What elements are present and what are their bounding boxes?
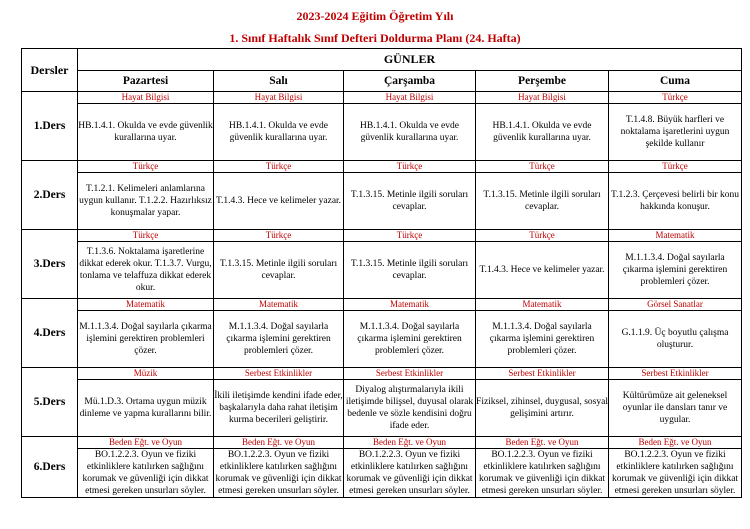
subject-label: Türkçe <box>344 230 476 242</box>
objective-text: M.1.1.3.4. Doğal sayılarla çıkarma işlemini gerektiren problemleri çözer. <box>344 311 476 368</box>
subject-label: Türkçe <box>214 230 344 242</box>
subject-label: Serbest Etkinlikler <box>609 368 742 380</box>
objective-text: İkili iletişimde kendini ifade eder, başkalarıyla daha rahat iletişim kurma becerileri geliştirir. <box>214 380 344 437</box>
subject-label: Türkçe <box>476 230 609 242</box>
objective-text: G.1.1.9. Üç boyutlu çalışma oluşturur. <box>609 311 742 368</box>
lesson-2-content-row <box>22 173 742 230</box>
lesson-3-content-row <box>22 242 742 299</box>
objective-text: T.1.4.8. Büyük harfleri ve noktalama işaretlerini uygun şekilde kullanır <box>609 104 742 161</box>
weekly-plan-table <box>21 48 742 498</box>
lesson-5-subject-row <box>22 368 742 380</box>
document-title: 2023-2024 Eğitim Öğretim Yılı <box>296 9 454 23</box>
objective-text: BO.1.2.2.3. Oyun ve fiziki etkinliklere katılırken sağlığını korumak ve güvenliği için dikkat etmesi gereken unsurları söyler. <box>215 450 342 496</box>
objective-text: HB.1.4.1. Okulda ve evde güvenlik kurallarına uyar. <box>344 104 476 161</box>
document-subtitle: 1. Sınıf Haftalık Sınıf Defteri Doldurma Planı (24. Hafta) <box>229 31 521 45</box>
subject-label: Türkçe <box>476 161 609 173</box>
lesson-1-content-row <box>22 104 742 161</box>
objective-text: BO.1.2.2.3. Oyun ve fiziki etkinliklere katılırken sağlığını korumak ve güvenliği için dikkat etmesi gereken unsurları söyler. <box>344 449 476 498</box>
lesson-label: 5.Ders <box>22 368 78 437</box>
lesson-label: 2.Ders <box>22 161 78 230</box>
day-header-monday: Pazartesi <box>78 71 214 92</box>
lesson-4-content-row <box>22 311 742 368</box>
objective-text: M.1.1.3.4. Doğal sayılarla çıkarma işlemini gerektiren problemleri çözer. <box>214 311 344 368</box>
subject-label: Hayat Bilgisi <box>78 92 214 104</box>
objective-text: HB.1.4.1. Okulda ve evde güvenlik kurallarına uyar. <box>214 104 344 161</box>
subject-label: Matematik <box>609 230 742 242</box>
subject-label: Beden Eğt. ve Oyun <box>609 437 742 449</box>
lesson-label: 3.Ders <box>22 230 78 299</box>
objective-text: HB.1.4.1. Okulda ve evde güvenlik kurallarına uyar. <box>78 104 214 161</box>
objective-text: Diyalog alıştırmalarıyla ikili iletişimde bilişsel, duyusal olarak bedenle ve sözle kendisini doğru ifade eder. <box>344 380 476 437</box>
objective-text: T.1.3.6. Noktalama işaretlerine dikkat ederek okur. T.1.3.7. Vurgu, tonlama ve telaffuza dikkat ederek okur. <box>78 242 214 299</box>
objective-text: T.1.3.15. Metinle ilgili soruları cevaplar. <box>344 173 476 230</box>
objective-text: M.1.1.3.4. Doğal sayılarla çıkarma işlemini gerektiren problemleri çözer. <box>609 242 742 299</box>
subject-label: Görsel Sanatlar <box>609 299 742 311</box>
lesson-label: 1.Ders <box>22 92 78 161</box>
subject-label: Türkçe <box>344 161 476 173</box>
objective-text: M.1.1.3.4. Doğal sayılarla çıkarma işlemini gerektiren problemleri çözer. <box>78 311 214 368</box>
subject-label: Müzik <box>78 368 214 380</box>
subject-label: Beden Eğt. ve Oyun <box>214 437 344 449</box>
lesson-6-content-row <box>22 449 742 498</box>
subject-label: Serbest Etkinlikler <box>214 368 344 380</box>
lesson-label: 6.Ders <box>22 437 78 498</box>
dersler-header: Dersler <box>22 49 78 92</box>
subject-label: Beden Eğt. ve Oyun <box>476 437 609 449</box>
objective-text: T.1.3.15. Metinle ilgili soruları cevaplar. <box>214 242 344 299</box>
subject-label: Türkçe <box>214 161 344 173</box>
subject-label: Serbest Etkinlikler <box>344 368 476 380</box>
objective-text: T.1.3.15. Metinle ilgili soruları cevaplar. <box>476 173 609 230</box>
subject-label: Beden Eğt. ve Oyun <box>78 437 214 449</box>
objective-text: T.1.4.3. Hece ve kelimeler yazar. <box>476 242 609 299</box>
objective-text: BO.1.2.2.3. Oyun ve fiziki etkinliklere katılırken sağlığını korumak ve güvenliği için dikkat etmesi gereken unsurları söyler. <box>476 449 609 498</box>
objective-text: Kültürümüze ait geleneksel oyunlar ile dansları tanır ve uygular. <box>609 380 742 437</box>
day-header-wednesday: Çarşamba <box>344 71 476 92</box>
lesson-3-subject-row <box>22 230 742 242</box>
subject-label: Matematik <box>214 299 344 311</box>
objective-text: M.1.1.3.4. Doğal sayılarla çıkarma işlemini gerektiren problemleri çözer. <box>476 311 609 368</box>
subject-label: Serbest Etkinlikler <box>476 368 609 380</box>
objective-text: HB.1.4.1. Okulda ve evde güvenlik kurallarına uyar. <box>476 104 609 161</box>
objective-text: T.1.2.1. Kelimeleri anlamlarına uygun kullanır. T.1.2.2. Hazırlıksız konuşmalar yapar. <box>78 173 214 230</box>
lesson-4-subject-row <box>22 299 742 311</box>
objective-text: Fiziksel, zihinsel, duygusal, sosyal gelişimini artırır. <box>476 380 609 437</box>
objective-text: T.1.4.3. Hece ve kelimeler yazar. <box>214 173 344 230</box>
subject-label: Türkçe <box>78 230 214 242</box>
subject-label: Hayat Bilgisi <box>344 92 476 104</box>
subject-label: Matematik <box>344 299 476 311</box>
objective-text: T.1.2.3. Çerçevesi belirli bir konu hakkında konuşur. <box>609 173 742 230</box>
objective-text: BO.1.2.2.3. Oyun ve fiziki etkinliklere katılırken sağlığını korumak ve güvenliği için dikkat etmesi gereken unsurları söyler. <box>609 449 742 498</box>
subject-label: Türkçe <box>609 92 742 104</box>
subject-label: Hayat Bilgisi <box>476 92 609 104</box>
subject-label: Matematik <box>78 299 214 311</box>
day-header-friday: Cuma <box>609 71 742 92</box>
objective-text: BO.1.2.2.3. Oyun ve fiziki etkinliklere katılırken sağlığını korumak ve güvenliği için dikkat etmesi gereken unsurları söyler. <box>78 449 214 498</box>
subject-label: Beden Eğt. ve Oyun <box>344 437 476 449</box>
gunler-header: GÜNLER <box>78 49 742 71</box>
day-header-tuesday: Salı <box>214 71 344 92</box>
lesson-6-subject-row <box>22 437 742 449</box>
objective-text: T.1.3.15. Metinle ilgili soruları cevaplar. <box>344 242 476 299</box>
lesson-2-subject-row <box>22 161 742 173</box>
subject-label: Matematik <box>476 299 609 311</box>
lesson-label: 4.Ders <box>22 299 78 368</box>
lesson-1-subject-row <box>22 92 742 104</box>
objective-text: Mü.1.D.3. Ortama uygun müzik dinleme ve yapma kurallarını bilir. <box>78 380 214 437</box>
subject-label: Hayat Bilgisi <box>214 92 344 104</box>
subject-label: Türkçe <box>609 161 742 173</box>
subject-label: Türkçe <box>78 161 214 173</box>
day-header-thursday: Perşembe <box>476 71 609 92</box>
lesson-5-content-row <box>22 380 742 437</box>
